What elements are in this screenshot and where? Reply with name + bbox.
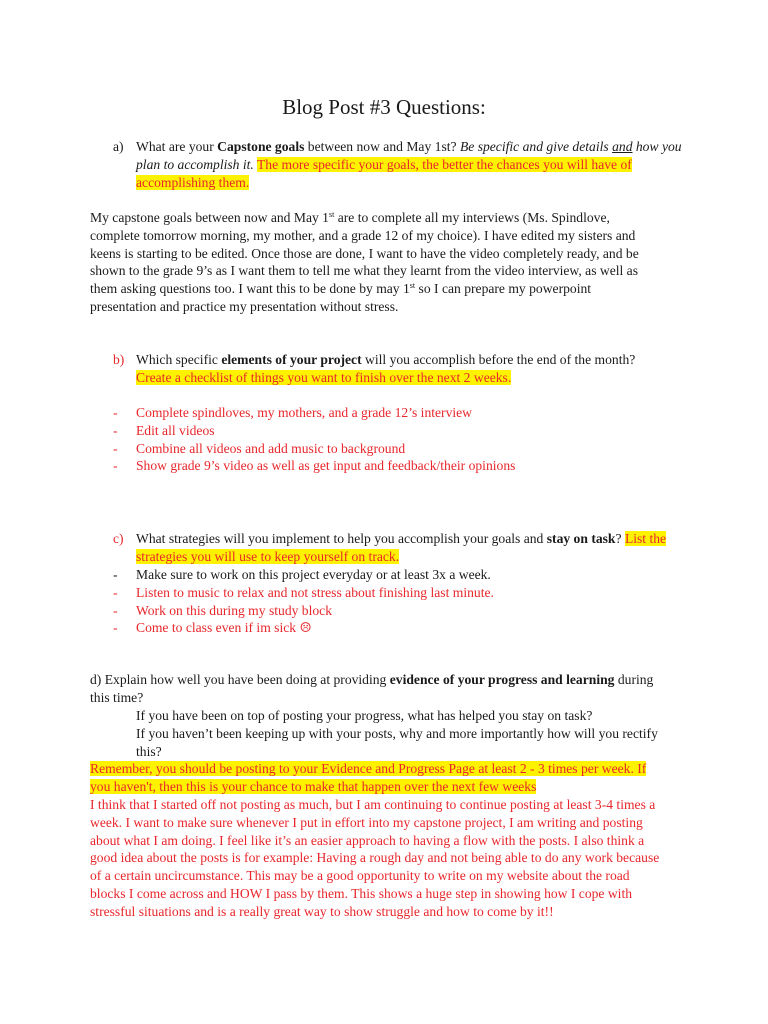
question-c	[113, 530, 693, 566]
question-c-text: What strategies will you implement to help you accomplish your goals and stay on task? List the strategies you will use to keep yourself on track.	[136, 531, 667, 564]
question-b-bold: elements of your project	[221, 352, 362, 367]
question-b-highlight: Create a checklist of things you want to finish over the next 2 weeks.	[136, 369, 512, 385]
list-item: - Edit all videos	[113, 422, 215, 438]
question-a-italic: Be specific and give details and how you plan to accomplish it.	[136, 139, 682, 172]
question-d-sub1: If you have been on top of posting your progress, what has helped you stay on task?	[136, 708, 593, 723]
question-c-label: c)	[113, 531, 124, 546]
question-c-bold: stay on task	[546, 531, 616, 546]
page-title: Blog Post #3 Questions:	[282, 95, 486, 119]
answer-a: My capstone goals between now and May 1st are to complete all my interviews (Ms. Spindlove, complete tomorrow morning, my mother, and a grade 12 of my choice). I have edited my sisters and keens is starting to be edited. Once those are done, I want to have the video completely ready, and be shown to the grade 9’s as I want them to tell me what they learnt from the video interview, as well as them asking questions too. I want this to be done by may 1st so I can prepare my powerpoint presentation and practice my presentation without stress.	[90, 210, 639, 314]
question-b	[113, 351, 693, 387]
question-c-highlight: List the strategies you will use to keep yourself on track.	[136, 531, 667, 564]
list-item: - Listen to music to relax and not stress about finishing last minute.	[113, 584, 494, 600]
list-item: - Make sure to work on this project everyday or at least 3x a week.	[113, 567, 491, 582]
list-item: - Show grade 9’s video as well as get input and feedback/their opinions	[113, 458, 516, 474]
question-d-highlight: Remember, you should be posting to your Evidence and Progress Page at least 2 - 3 times per week. If you haven't, then this is your chance to make that happen over the next few weeks	[90, 761, 647, 794]
list-item: - Work on this during my study block	[113, 602, 333, 618]
question-a-highlight: The more specific your goals, the better the chances you will have of accomplishing them.	[136, 156, 632, 190]
question-a-text: What are your Capstone goals between now and May 1st? Be specific and give details and how you plan to accomplish it. The more specific your goals, the better the chances you will have of accomplishing them.	[136, 139, 682, 190]
question-a-bold: Capstone goals	[217, 139, 305, 154]
question-d-reminder	[90, 760, 660, 796]
strategies-list	[113, 566, 693, 637]
checklist-b	[113, 404, 693, 475]
list-item: - Complete spindloves, my mothers, and a grade 12’s interview	[113, 405, 473, 420]
list-item: - Come to class even if im sick ☹	[113, 620, 312, 636]
list-item: - Combine all videos and add music to background	[113, 440, 406, 456]
question-a-label: a)	[113, 139, 124, 154]
question-d-bold: evidence of your progress and learning	[389, 672, 615, 687]
question-d: d) Explain how well you have been doing at providing evidence of your progress and learning during this time?	[90, 672, 654, 705]
question-d-sub2: If you haven’t been keeping up with your posts, why and more importantly how will you rectify this?	[136, 726, 658, 759]
answer-d: I think that I started off not posting as much, but I am continuing to continue posting at least 3-4 times a week. I want to make sure whenever I put in effort into my capstone project, I am writing and posting about what I am doing. I feel like it’s an easier approach to having a flow with the posts. I also think a good idea about the posts is for example: Having a rough day and not being able to do any work because of a certain uncircumstance. This may be a good opportunity to write on my website about the road blocks I come across and HOW I pass by them. This shows a huge step in showing how I cope with stressful situations and is a really great way to show struggle and how to come by it!!	[90, 797, 660, 919]
question-a	[113, 138, 693, 191]
question-b-text: Which specific elements of your project will you accomplish before the end of the month? Create a checklist of things you want to finish over the next 2 weeks.	[136, 352, 636, 385]
question-b-label: b)	[113, 352, 125, 367]
